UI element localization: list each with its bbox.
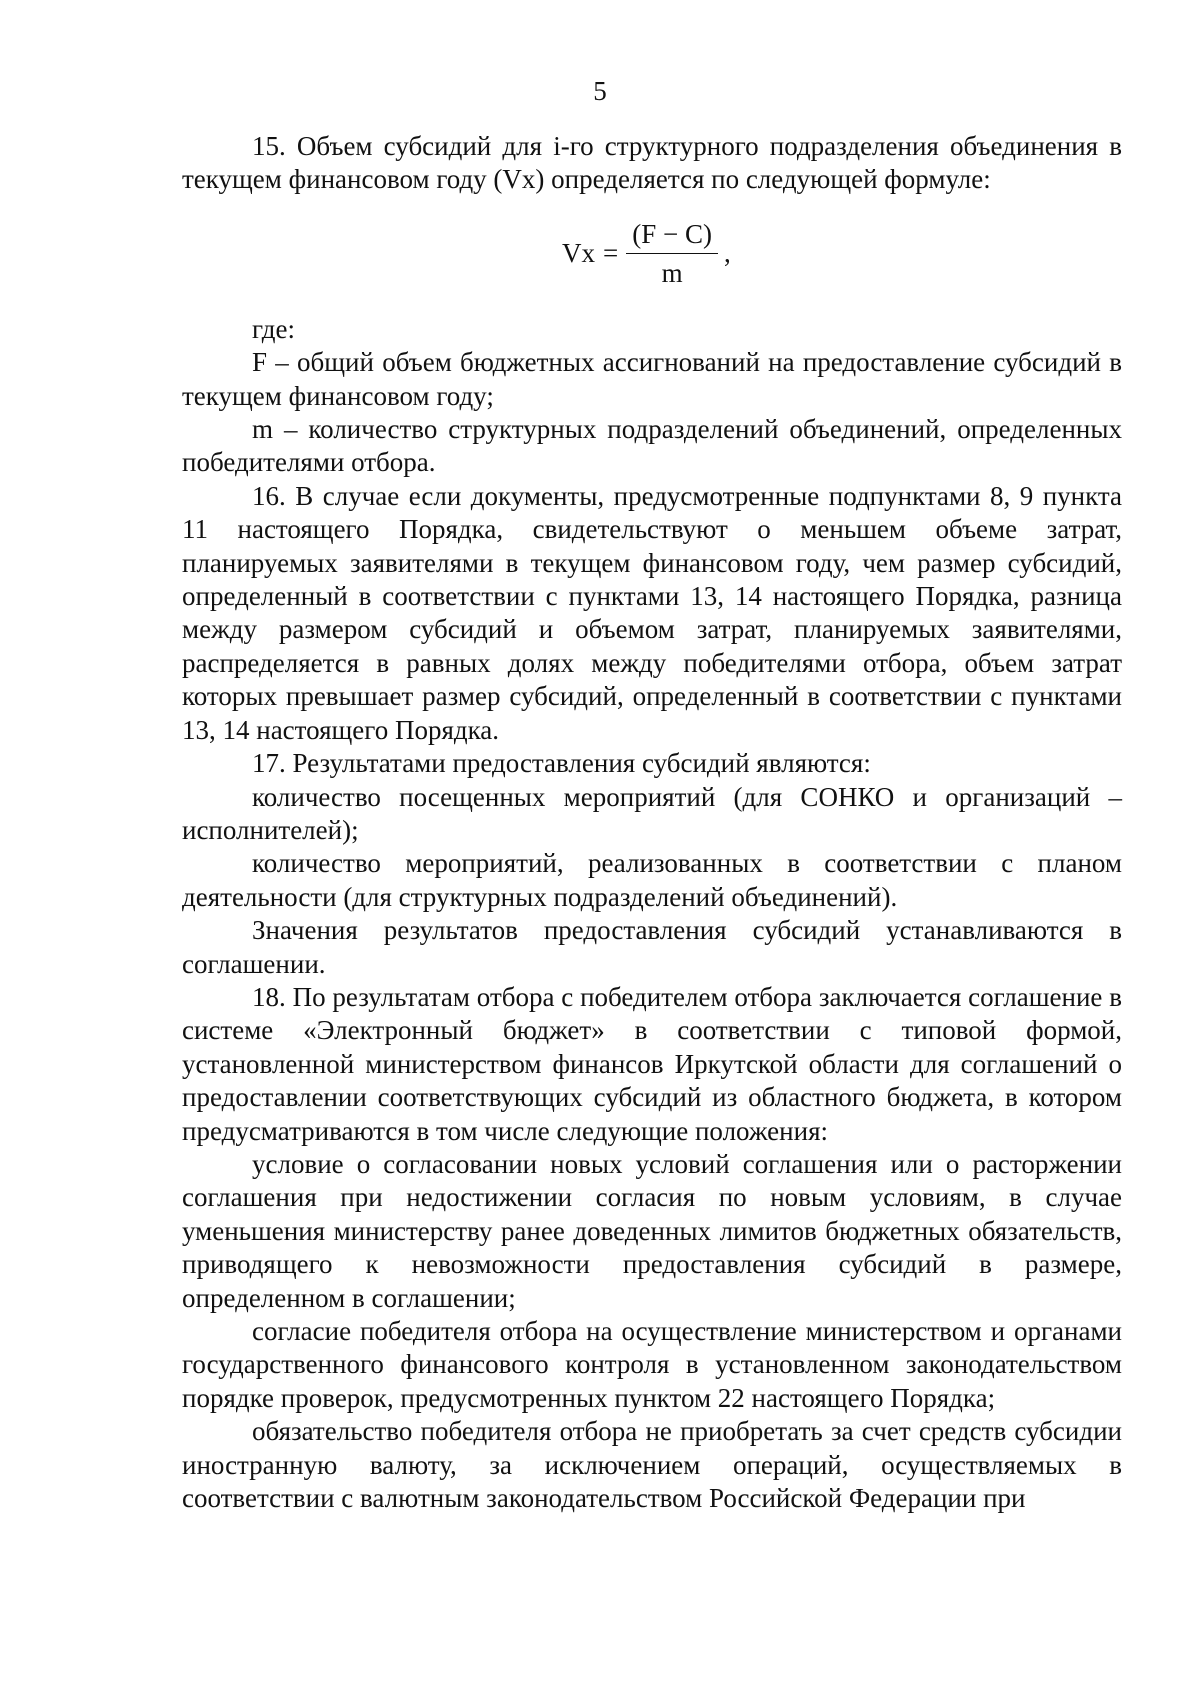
paragraph-18-item-consent: согласие победителя отбора на осуществление министерством и органами государственного финансового контроля в установленном законодательством порядке проверок, предусмотренных пунктом 22 настоящего Порядка; xyxy=(182,1316,1122,1413)
paragraph-15: 15. Объем субсидий для i-го структурного подразделения объединения в текущем финансовом году (Vх) определяется по следующей формуле: xyxy=(182,131,1122,195)
paragraph-where: где: xyxy=(252,313,295,344)
paragraph-18: 18. По результатам отбора с победителем отбора заключается соглашение в системе «Электронный бюджет» в соответствии с типовой формой, установленной министерством финансов Иркутской области для соглашений о предоставлении соответствующих субсидий из областного бюджета, в котором предусматриваются в том числе следующие положения: xyxy=(182,981,1122,1146)
definition-f: F – общий объем бюджетных ассигнований на предоставление субсидий в текущем финансовом году; xyxy=(182,347,1122,411)
paragraph-17-values: Значения результатов предоставления субсидий устанавливаются в соглашении. xyxy=(182,915,1122,979)
paragraph-17: 17. Результатами предоставления субсидий являются: xyxy=(252,748,871,779)
formula-block xyxy=(182,197,1122,313)
formula-lhs: Vх xyxy=(562,237,595,268)
paragraph-17-item-events: количество мероприятий, реализованных в соответствии с планом деятельности (для структурных подразделений объединений). xyxy=(182,848,1122,912)
formula-comma: , xyxy=(723,237,731,268)
paragraph-16: 16. В случае если документы, предусмотренные подпунктами 8, 9 пункта 11 настоящего Порядка, свидетельствуют о меньшем объеме затрат, планируемых заявителями в текущем финансовом году, чем размер субсидий, определенный в соответствии с пунктами 13, 14 настоящего Порядка, разница между размером субсидий и объемом затрат, планируемых заявителями, распределяется в равных долях между победителями отбора, объем затрат которых превышает размер субсидий, определенный в соответствии с пунктами 13, 14 настоящего Порядка. xyxy=(182,480,1122,745)
formula-fraction xyxy=(626,218,718,289)
document-body xyxy=(182,130,1122,1515)
paragraph-18-item-obligation: обязательство победителя отбора не приобретать за счет средств субсидии иностранную валюту, за исключением операций, осуществляемых в соответствии с валютным законодательством Российской Федерации при xyxy=(182,1416,1122,1514)
definition-m: m – количество структурных подразделений объединений, определенных победителями отбора. xyxy=(182,414,1122,478)
formula-equals: = xyxy=(603,237,619,268)
formula xyxy=(562,218,731,289)
paragraph-17-item-visits: количество посещенных мероприятий (для СОНКО и организаций – исполнителей); xyxy=(182,781,1122,845)
formula-denominator: m xyxy=(661,257,683,288)
page-number: 5 xyxy=(593,76,607,106)
formula-numerator: (F − C) xyxy=(626,218,718,254)
paragraph-18-item-conditions: условие о согласовании новых условий соглашения или о расторжении соглашения при недостижении согласия по новым условиям, в случае уменьшения министерству ранее доведенных лимитов бюджетных обязательств, приводящего к невозможности предоставления субсидий в размере, определенном в соглашении; xyxy=(182,1148,1122,1313)
